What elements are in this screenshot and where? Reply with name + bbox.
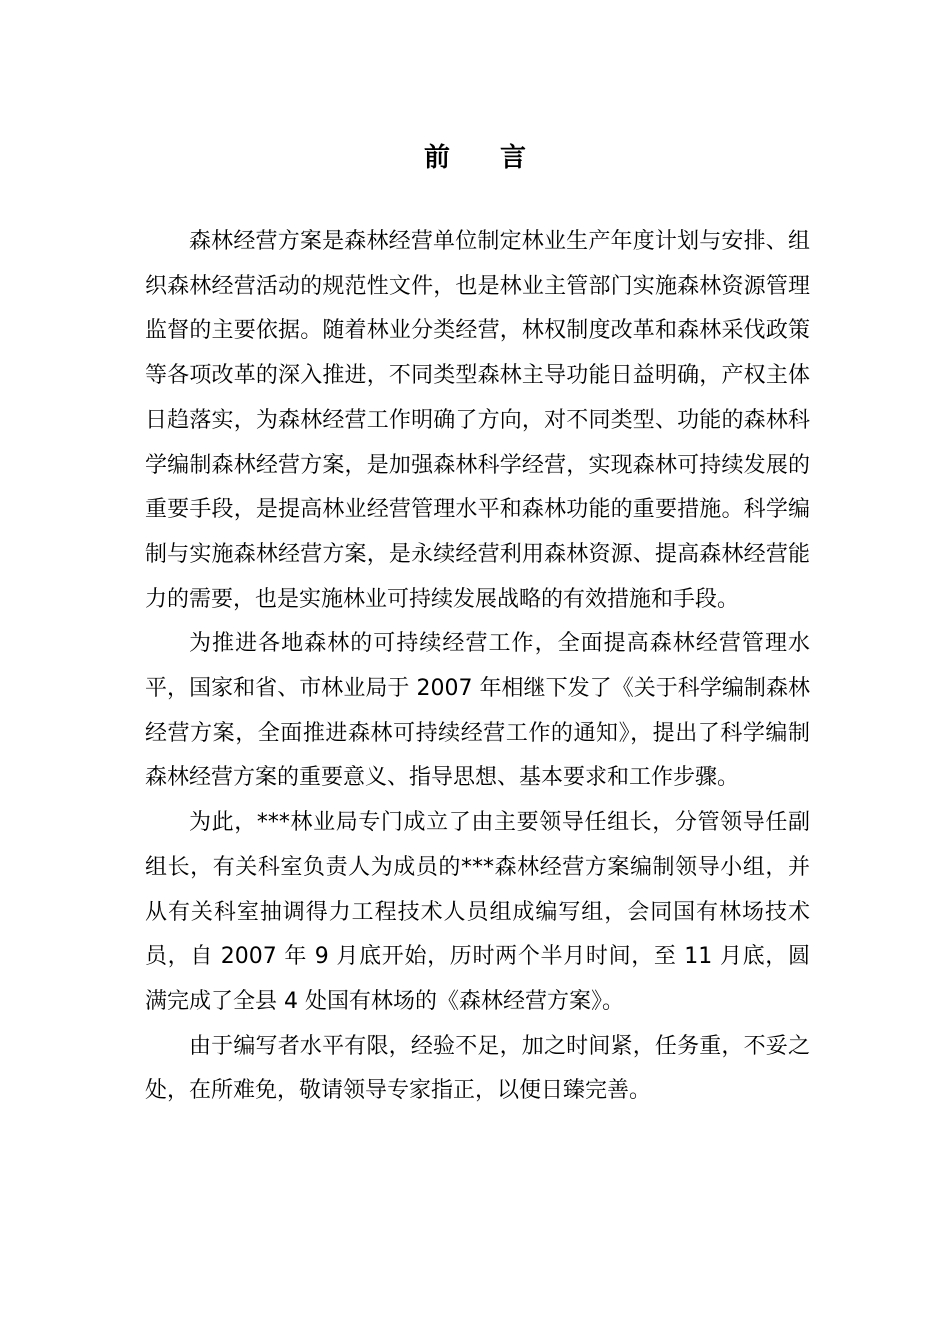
document-body [145, 220, 810, 1114]
paragraph-4: 由于编写者水平有限，经验不足，加之时间紧，任务重，不妥之处，在所难免，敬请领导专家指正，以便日臻完善。 [145, 1033, 810, 1104]
paragraph-3: 为此，***林业局专门成立了由主要领导任组长，分管领导任副组长，有关科室负责人为成员的***森林经营方案编制领导小组，并从有关科室抽调得力工程技术人员组成编写组，会同国有林场技术员，自 2007 年 9 月底开始，历时两个半月时间，至 11 月底，圆满完成了全县 4 处国有林场的《森林经营方案》。 [145, 810, 810, 1014]
paragraph-2: 为推进各地森林的可持续经营工作，全面提高森林经营管理水平，国家和省、市林业局于 2007 年相继下发了《关于科学编制森林经营方案，全面推进森林可持续经营工作的通知》，提出了科学编制森林经营方案的重要意义、指导思想、基本要求和工作步骤。 [145, 631, 810, 791]
page-title: 前言 [423, 143, 576, 173]
paragraph-1: 森林经营方案是森林经营单位制定林业生产年度计划与安排、组织森林经营活动的规范性文件，也是林业主管部门实施森林资源管理监督的主要依据。随着林业分类经营，林权制度改革和森林采伐政策等各项改革的深入推进，不同类型森林主导功能日益明确，产权主体日趋落实，为森林经营工作明确了方向，对不同类型、功能的森林科学编制森林经营方案，是加强森林科学经营，实现森林可持续发展的重要手段，是提高林业经营管理水平和森林功能的重要措施。科学编制与实施森林经营方案，是永续经营利用森林资源、提高森林经营能力的需要，也是实施林业可持续发展战略的有效措施和手段。 [145, 229, 810, 612]
